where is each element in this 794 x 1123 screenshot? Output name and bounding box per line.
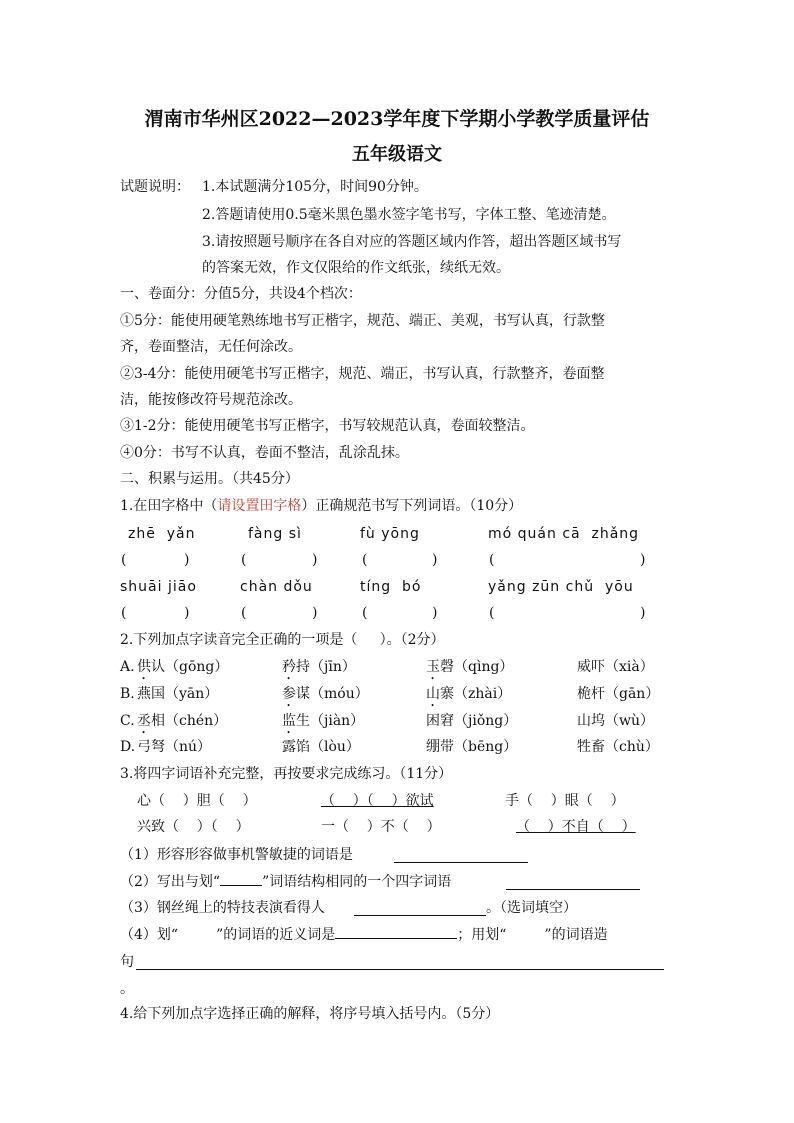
instruction-2: 2.答题请使用0.5毫米黑色墨水签字笔书写，字体工整、笔迹清楚。 <box>202 207 616 223</box>
q4-stem: 4.给下列加点字选择正确的解释，将序号填入括号内。（5分） <box>120 1006 500 1022</box>
instruction-3-line1: 3.请按照题号顺序在各自对应的答题区域内作答，超出答题区域书写 <box>202 234 622 250</box>
option-item: 桅杆（gān） <box>577 686 660 702</box>
option-item: 威吓（xià） <box>577 659 654 675</box>
idiom-blank: 一（ ）不（ ） <box>321 819 441 835</box>
pinyin: shuāi jiāo <box>120 579 197 595</box>
option-item: 山寨（zhài） <box>426 686 512 702</box>
paren: ( <box>489 552 495 568</box>
paren: ( <box>241 552 247 568</box>
instructions-label: 试题说明： <box>120 179 190 195</box>
option-item: 矜持（jīn） <box>282 659 356 675</box>
option-label: B. <box>120 686 135 702</box>
option-item: 监生（jiàn） <box>282 713 365 729</box>
idiom-blank: 心（ ）胆（ ） <box>137 793 257 809</box>
exam-subtitle: 五年级语文 <box>352 144 442 165</box>
pinyin: tíng bó <box>360 579 422 595</box>
option-item: 参谋（móu） <box>282 686 369 702</box>
grade-3-4-line1: ②3-4分：能使用硬笔书写正楷字，规范、端正，书写认真，行款整齐，卷面整 <box>120 366 605 382</box>
answer-line[interactable] <box>354 899 486 916</box>
paren: ( <box>362 605 368 621</box>
pinyin: yǎng zūn chǔ yōu <box>488 579 634 595</box>
idiom-blank-underlined: （ ）（ ）欲试 <box>321 793 434 809</box>
option-item: 困窘（jiǒng） <box>426 713 518 729</box>
paren: ( <box>121 605 127 621</box>
q3-sub2: （2）写出与划“ ”词语结构相同的一个四字词语 <box>120 874 452 890</box>
option-item: 露馅（lòu） <box>282 739 360 755</box>
pinyin: mó quán cā zhǎng <box>488 526 640 542</box>
section1-heading: 一、卷面分：分值5分，共设4个档次： <box>120 286 362 302</box>
grade-1-2: ③1-2分：能使用硬笔书写正楷字，书写较规范认真，卷面较整洁。 <box>120 418 535 434</box>
paren: ) <box>432 605 438 621</box>
q3-sub3-b: 。（选词填空） <box>486 900 577 916</box>
option-item: 燕国（yān） <box>137 686 219 702</box>
instruction-3-line2: 的答案无效，作文仅限给的作文纸张，续纸无效。 <box>202 260 510 276</box>
q3-sub3-a: （3）钢丝绳上的特技表演看得人 <box>120 900 325 916</box>
option-item: 牲畜（chù） <box>577 739 659 755</box>
exam-title: 渭南市华州区2022—2023学年度下学期小学教学质量评估 <box>144 108 650 130</box>
grade-5-line1: ①5分：能使用硬笔熟练地书写正楷字，规范、端正、美观，书写认真，行款整 <box>120 313 605 329</box>
option-label: D. <box>120 739 136 755</box>
instruction-1: 1.本试题满分105分，时间90分钟。 <box>202 179 428 195</box>
option-item: 山坞（wù） <box>577 713 654 729</box>
pinyin: fù yōng <box>360 526 420 542</box>
option-item: 丞相（chén） <box>137 713 228 729</box>
paren: ( <box>121 552 127 568</box>
section2-heading: 二、积累与运用。（共45分） <box>120 471 299 487</box>
paren: ( <box>241 605 247 621</box>
paren: ( <box>489 605 495 621</box>
q1-stem: 1.在田字格中（请设置田字格）正确规范书写下列词语。（10分） <box>120 498 523 514</box>
paren: ) <box>640 605 646 621</box>
grade-0: ④0分：书写不认真，卷面不整洁，乱涂乱抹。 <box>120 445 409 461</box>
q3-sub4-sentence-label: 句 <box>120 954 134 970</box>
paren: ) <box>184 605 190 621</box>
option-item: 供认（gōng） <box>137 659 229 675</box>
option-label: A. <box>120 659 135 675</box>
answer-line[interactable] <box>394 846 528 863</box>
answer-line[interactable] <box>506 873 640 890</box>
idiom-blank: 兴致（ ）（ ） <box>137 819 250 835</box>
option-item: 弓弩（nú） <box>137 739 212 755</box>
pinyin: zhē yǎn <box>128 526 196 542</box>
paren: ) <box>432 552 438 568</box>
q3-sub4: （4）划“ ”的词语的近义词是 ；用划“ ”的词语造 <box>120 927 608 943</box>
q1-note: 请设置田字格 <box>217 498 302 514</box>
q3-stem: 3.将四字词语补充完整，再按要求完成练习。（11分） <box>120 766 453 782</box>
q3-sub4-end: 。 <box>120 981 134 997</box>
sentence-line[interactable] <box>136 953 664 970</box>
paren: ) <box>184 552 190 568</box>
option-label: C. <box>120 713 135 729</box>
pinyin: fàng sì <box>248 526 302 542</box>
paren: ) <box>312 552 318 568</box>
idiom-blank: 手（ ）眼（ ） <box>505 793 625 809</box>
paren: ) <box>312 605 318 621</box>
grade-5-line2: 齐，卷面整洁，无任何涂改。 <box>120 339 302 355</box>
paren: ) <box>640 552 646 568</box>
idiom-blank-underlined: （ ）不自（ ） <box>516 819 636 835</box>
q3-sub1: （1）形容形容做事机警敏捷的词语是 <box>120 847 353 863</box>
q2-stem: 2.下列加点字读音完全正确的一项是（ ）。（2分） <box>120 632 445 648</box>
paren: ( <box>362 552 368 568</box>
option-item: 绷带（bēng） <box>426 739 518 755</box>
pinyin: chàn dǒu <box>240 579 313 595</box>
grade-3-4-line2: 洁，能按修改符号规范涂改。 <box>120 392 302 408</box>
option-item: 玉磬（qìng） <box>426 659 514 675</box>
